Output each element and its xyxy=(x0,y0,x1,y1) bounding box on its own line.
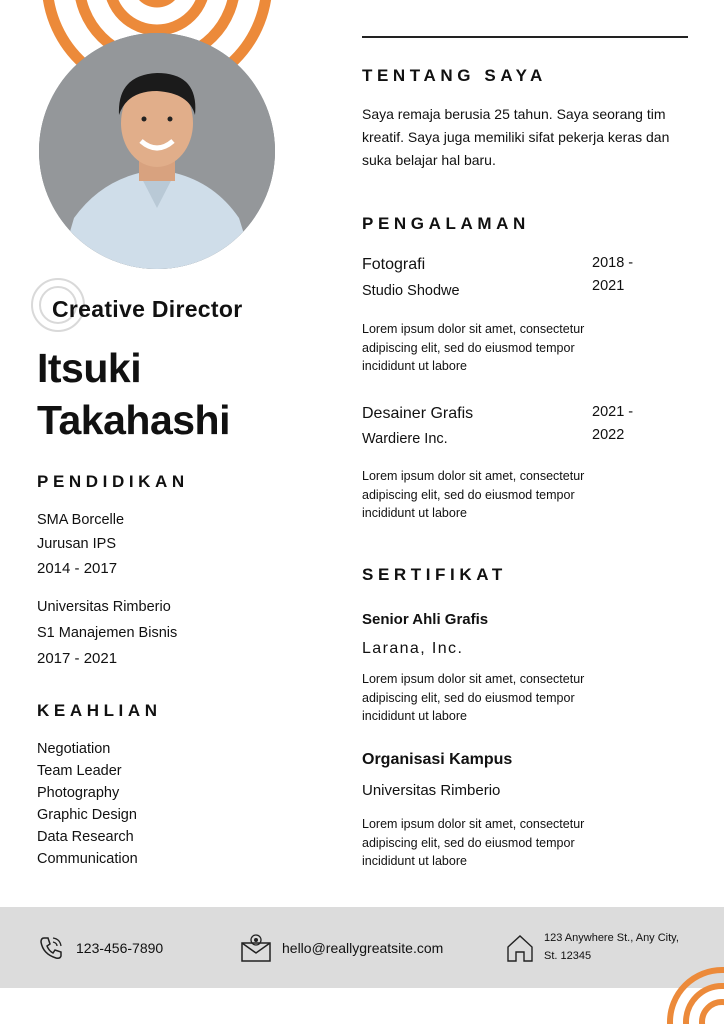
contact-address-line2: St. 12345 xyxy=(544,950,592,962)
home-icon xyxy=(506,933,534,963)
education-years: 2014 - 2017 xyxy=(37,560,118,577)
experience-year-end: 2021 xyxy=(592,278,625,294)
certificate-name: Senior Ahli Grafis xyxy=(362,611,489,628)
certificate-name: Organisasi Kampus xyxy=(362,751,513,768)
phone-icon xyxy=(38,935,64,961)
education-heading: PENDIDIKAN xyxy=(37,472,189,491)
last-name: Takahashi xyxy=(37,397,230,443)
skill-item: Communication xyxy=(37,851,138,867)
certificate-issuer: Larana, Inc. xyxy=(362,640,464,657)
full-name xyxy=(37,342,230,446)
contact-email: hello@reallygreatsite.com xyxy=(282,940,444,956)
experience-year-start: 2018 - xyxy=(592,255,634,271)
top-divider xyxy=(362,36,688,38)
skills-heading: KEAHLIAN xyxy=(37,701,162,720)
skill-item: Negotiation xyxy=(37,741,111,757)
certificate-description: Lorem ipsum dolor sit amet, consectetur adipiscing elit, sed do eiusmod tempor incididunt ut labore xyxy=(362,817,585,868)
education-years: 2017 - 2021 xyxy=(37,650,118,667)
about-text: Saya remaja berusia 25 tahun. Saya seorang tim kreatif. Saya juga memiliki sifat pekerja keras dan suka belajar hal baru. xyxy=(362,106,670,168)
skill-item: Graphic Design xyxy=(37,807,137,823)
certificates-heading: SERTIFIKAT xyxy=(362,565,507,584)
experience-position: Fotografi xyxy=(362,256,426,273)
experience-description: Lorem ipsum dolor sit amet, consectetur adipiscing elit, sed do eiusmod tempor incididunt ut labore xyxy=(362,322,585,373)
first-name: Itsuki xyxy=(37,345,142,391)
certificate-issuer: Universitas Rimberio xyxy=(362,782,501,799)
education-major: S1 Manajemen Bisnis xyxy=(37,625,178,641)
skill-item: Photography xyxy=(37,785,120,801)
mail-icon xyxy=(240,933,272,963)
experience-description: Lorem ipsum dolor sit amet, consectetur adipiscing elit, sed do eiusmod tempor incididunt ut labore xyxy=(362,469,585,520)
job-title: Creative Director xyxy=(52,296,243,322)
about-heading: TENTANG SAYA xyxy=(362,66,547,85)
experience-year-end: 2022 xyxy=(592,427,625,443)
education-major: Jurusan IPS xyxy=(37,536,116,552)
experience-company: Studio Shodwe xyxy=(362,283,460,299)
contact-footer xyxy=(0,907,724,988)
education-school: SMA Borcelle xyxy=(37,512,125,528)
skill-item: Team Leader xyxy=(37,763,122,779)
decorative-arcs-bottom xyxy=(660,960,724,1024)
experience-year-start: 2021 - xyxy=(592,404,634,420)
profile-photo xyxy=(39,33,275,269)
contact-phone: 123-456-7890 xyxy=(76,940,164,956)
experience-position: Desainer Grafis xyxy=(362,405,474,422)
skills-list xyxy=(37,738,138,870)
skill-item: Data Research xyxy=(37,829,134,845)
experience-company: Wardiere Inc. xyxy=(362,431,448,447)
experience-heading: PENGALAMAN xyxy=(362,214,530,233)
contact-address-line1: 123 Anywhere St., Any City, xyxy=(544,932,679,944)
certificate-description: Lorem ipsum dolor sit amet, consectetur adipiscing elit, sed do eiusmod tempor incididunt ut labore xyxy=(362,672,585,723)
education-school: Universitas Rimberio xyxy=(37,599,171,615)
